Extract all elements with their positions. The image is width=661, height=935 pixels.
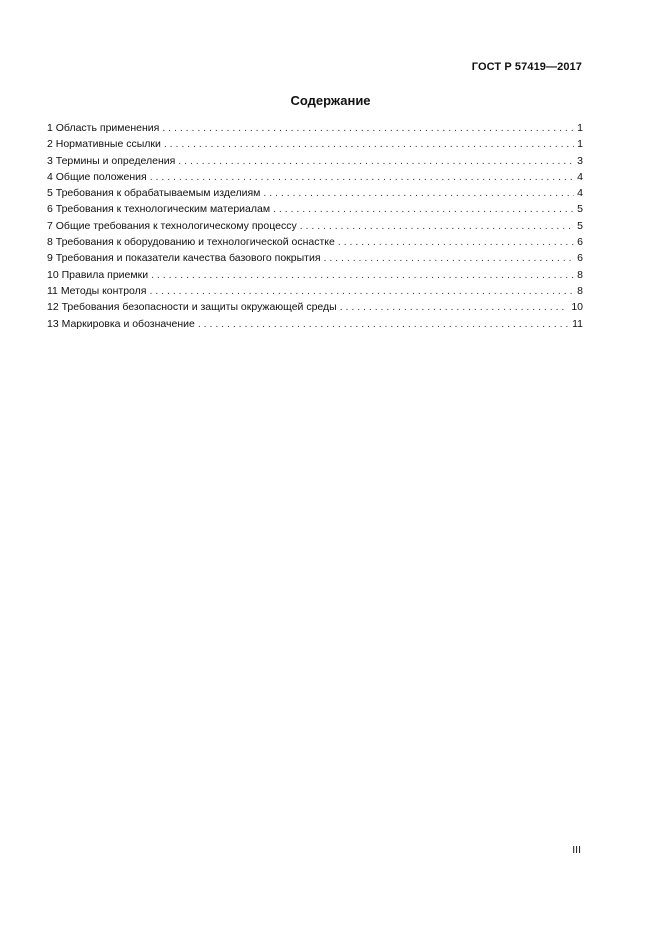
toc-leader-dots bbox=[198, 316, 569, 332]
standard-code: ГОСТ Р 57419—2017 bbox=[471, 61, 582, 73]
toc-item-page: 1 bbox=[577, 138, 583, 151]
toc-item[interactable] bbox=[47, 153, 583, 169]
toc-item-label: 4 Общие положения bbox=[47, 170, 147, 183]
toc-leader-dots bbox=[151, 267, 574, 283]
toc-item-page: 6 bbox=[577, 236, 583, 249]
toc-item-label: 6 Требования к технологическим материалам bbox=[47, 203, 271, 216]
toc-leader-dots bbox=[324, 250, 575, 266]
toc-item-page: 6 bbox=[577, 252, 583, 265]
toc-item[interactable] bbox=[47, 201, 583, 217]
toc-item-label: 1 Область применения bbox=[47, 122, 160, 134]
toc-title: Содержание bbox=[290, 93, 371, 108]
toc-item-label: 7 Общие требования к технологическому процессу bbox=[47, 219, 297, 232]
toc-item-label: 8 Требования к оборудованию и технологической оснастке bbox=[47, 236, 335, 249]
toc-list bbox=[47, 120, 583, 332]
page-number: III bbox=[572, 844, 581, 856]
toc-item[interactable] bbox=[47, 267, 583, 283]
toc-item[interactable] bbox=[47, 120, 583, 136]
toc-item[interactable] bbox=[47, 185, 583, 201]
toc-item-page: 5 bbox=[577, 203, 583, 216]
toc-leader-dots bbox=[178, 153, 574, 169]
toc-leader-dots bbox=[162, 120, 574, 136]
toc-item-label: 10 Правила приемки bbox=[47, 268, 149, 281]
toc-leader-dots bbox=[150, 169, 574, 185]
toc-leader-dots bbox=[338, 234, 574, 250]
toc-item-page: 5 bbox=[577, 219, 583, 232]
toc-item-page: 11 bbox=[572, 317, 583, 330]
toc-item[interactable] bbox=[47, 218, 583, 234]
toc-item-page: 8 bbox=[577, 284, 583, 297]
toc-leader-dots bbox=[149, 283, 574, 299]
toc-item-page: 3 bbox=[577, 154, 583, 167]
toc-item-label: 5 Требования к обрабатываемым изделиям bbox=[47, 187, 261, 200]
toc-leader-dots bbox=[164, 136, 574, 152]
toc-leader-dots bbox=[300, 218, 574, 234]
toc-item[interactable] bbox=[47, 250, 583, 266]
toc-item-label: 13 Маркировка и обозначение bbox=[47, 317, 195, 330]
toc-item[interactable] bbox=[47, 316, 583, 332]
toc-item-page: 8 bbox=[577, 268, 583, 281]
toc-item-label: 9 Требования и показатели качества базового покрытия bbox=[47, 252, 321, 265]
toc-item-page: 4 bbox=[577, 170, 583, 183]
toc-item-label: 2 Нормативные ссылки bbox=[47, 138, 161, 151]
toc-leader-dots bbox=[340, 299, 569, 315]
toc-item[interactable] bbox=[47, 136, 583, 152]
toc-item[interactable] bbox=[47, 169, 583, 185]
toc-item-page: 4 bbox=[577, 187, 583, 200]
toc-item-label: 12 Требования безопасности и защиты окружающей среды bbox=[47, 301, 337, 314]
toc-item-label: 11 Методы контроля bbox=[47, 284, 147, 297]
toc-item-page: 1 bbox=[577, 122, 583, 134]
toc-item-page: 10 bbox=[571, 301, 583, 314]
toc-item[interactable] bbox=[47, 234, 583, 250]
toc-item[interactable] bbox=[47, 299, 583, 315]
toc-item-label: 3 Термины и определения bbox=[47, 154, 176, 167]
toc-leader-dots bbox=[273, 201, 574, 217]
toc-item[interactable] bbox=[47, 283, 583, 299]
toc-leader-dots bbox=[263, 185, 574, 201]
